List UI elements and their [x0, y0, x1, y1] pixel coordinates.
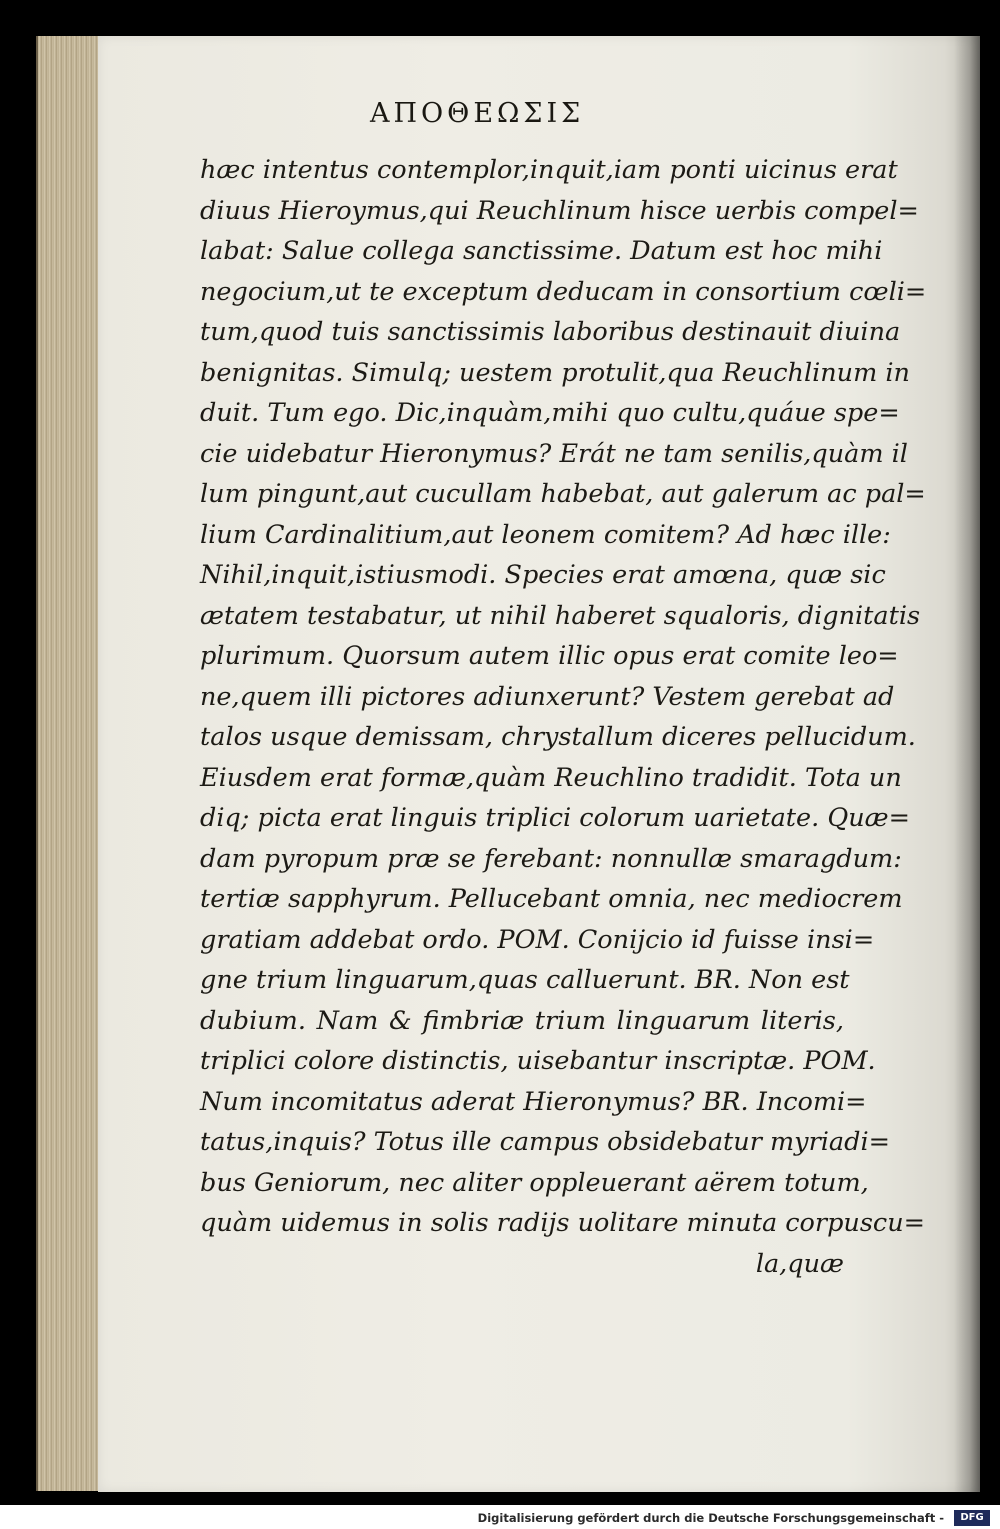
text-line: la,quæ [755, 1248, 844, 1279]
text-line: negocium,ut te exceptum deducam in consortium cœli= [200, 276, 927, 307]
text-line: lium Cardinalitium,aut leonem comitem? Ad hæc ille: [200, 519, 891, 550]
text-line: ne,quem illi pictores adiunxerunt? Vestem gerebat ad [200, 681, 895, 712]
text-block [200, 150, 927, 1284]
text-line: hæc intentus contemplor,inquit,iam ponti uicinus erat [200, 155, 898, 185]
text-line: dam pyropum præ se ferebant: nonnullæ smaragdum: [200, 843, 902, 874]
text-line: duit. Tum ego. Dic,inquàm,mihi quo cultu,quáue spe= [200, 398, 900, 428]
text-line: diuus Hieroymus,qui Reuchlinum hisce uerbis compel= [200, 195, 919, 226]
text-line: labat: Salue collega sanctissime. Datum est hoc mihi [200, 236, 883, 266]
text-line: ætatem testabatur, ut nihil haberet squaloris, dignitatis [200, 600, 921, 631]
text-line: gratiam addebat ordo. POM. Conijcio id fuisse insi= [200, 924, 875, 955]
text-line: Nihil,inquit,istiusmodi. Species erat amœna, quæ sic [200, 560, 886, 590]
text-line: diq; picta erat linguis triplici colorum uarietate. Quæ= [200, 803, 911, 833]
footer-credit: Digitalisierung gefördert durch die Deutsche Forschungsgemeinschaft - [477, 1511, 944, 1525]
page-edges [36, 36, 102, 1491]
text-line: quàm uidemus in solis radijs uolitare minuta corpuscu= [200, 1208, 926, 1238]
text-line: Eiusdem erat formæ,quàm Reuchlino tradidit. Tota un [200, 762, 902, 793]
text-line: lum pingunt,aut cucullam habebat, aut galerum ac pal= [200, 479, 926, 509]
text-line: triplici colore distinctis, uisebantur inscriptæ. POM. [200, 1046, 876, 1076]
gutter-shadow [954, 36, 980, 1492]
running-head: ΑΠΟΘΕΩΣΙΣ [370, 98, 585, 129]
text-line: tum,quod tuis sanctissimis laboribus destinauit diuina [200, 317, 901, 347]
text-line: benignitas. Simulq; uestem protulit,qua Reuchlinum in [200, 357, 910, 388]
text-line: cie uidebatur Hieronymus? Erát ne tam senilis,quàm il [200, 438, 908, 469]
text-line: plurimum. Quorsum autem illic opus erat comite leo= [200, 641, 899, 671]
text-line: dubium. Nam & fimbriæ trium linguarum literis, [200, 1005, 844, 1036]
text-line: tertiæ sapphyrum. Pellucebant omnia, nec mediocrem [200, 884, 903, 914]
text-line: gne trium linguarum,quas calluerunt. BR. Non est [200, 965, 850, 995]
dfg-logo: DFG [954, 1510, 990, 1526]
text-line: tatus,inquis? Totus ille campus obsidebatur myriadi= [200, 1127, 890, 1157]
text-line: bus Geniorum, nec aliter oppleuerant aërem totum, [200, 1167, 869, 1198]
text-line: Num incomitatus aderat Hieronymus? BR. Incomi= [200, 1086, 867, 1117]
text-line: talos usque demissam, chrystallum diceres pellucidum. [200, 722, 916, 752]
